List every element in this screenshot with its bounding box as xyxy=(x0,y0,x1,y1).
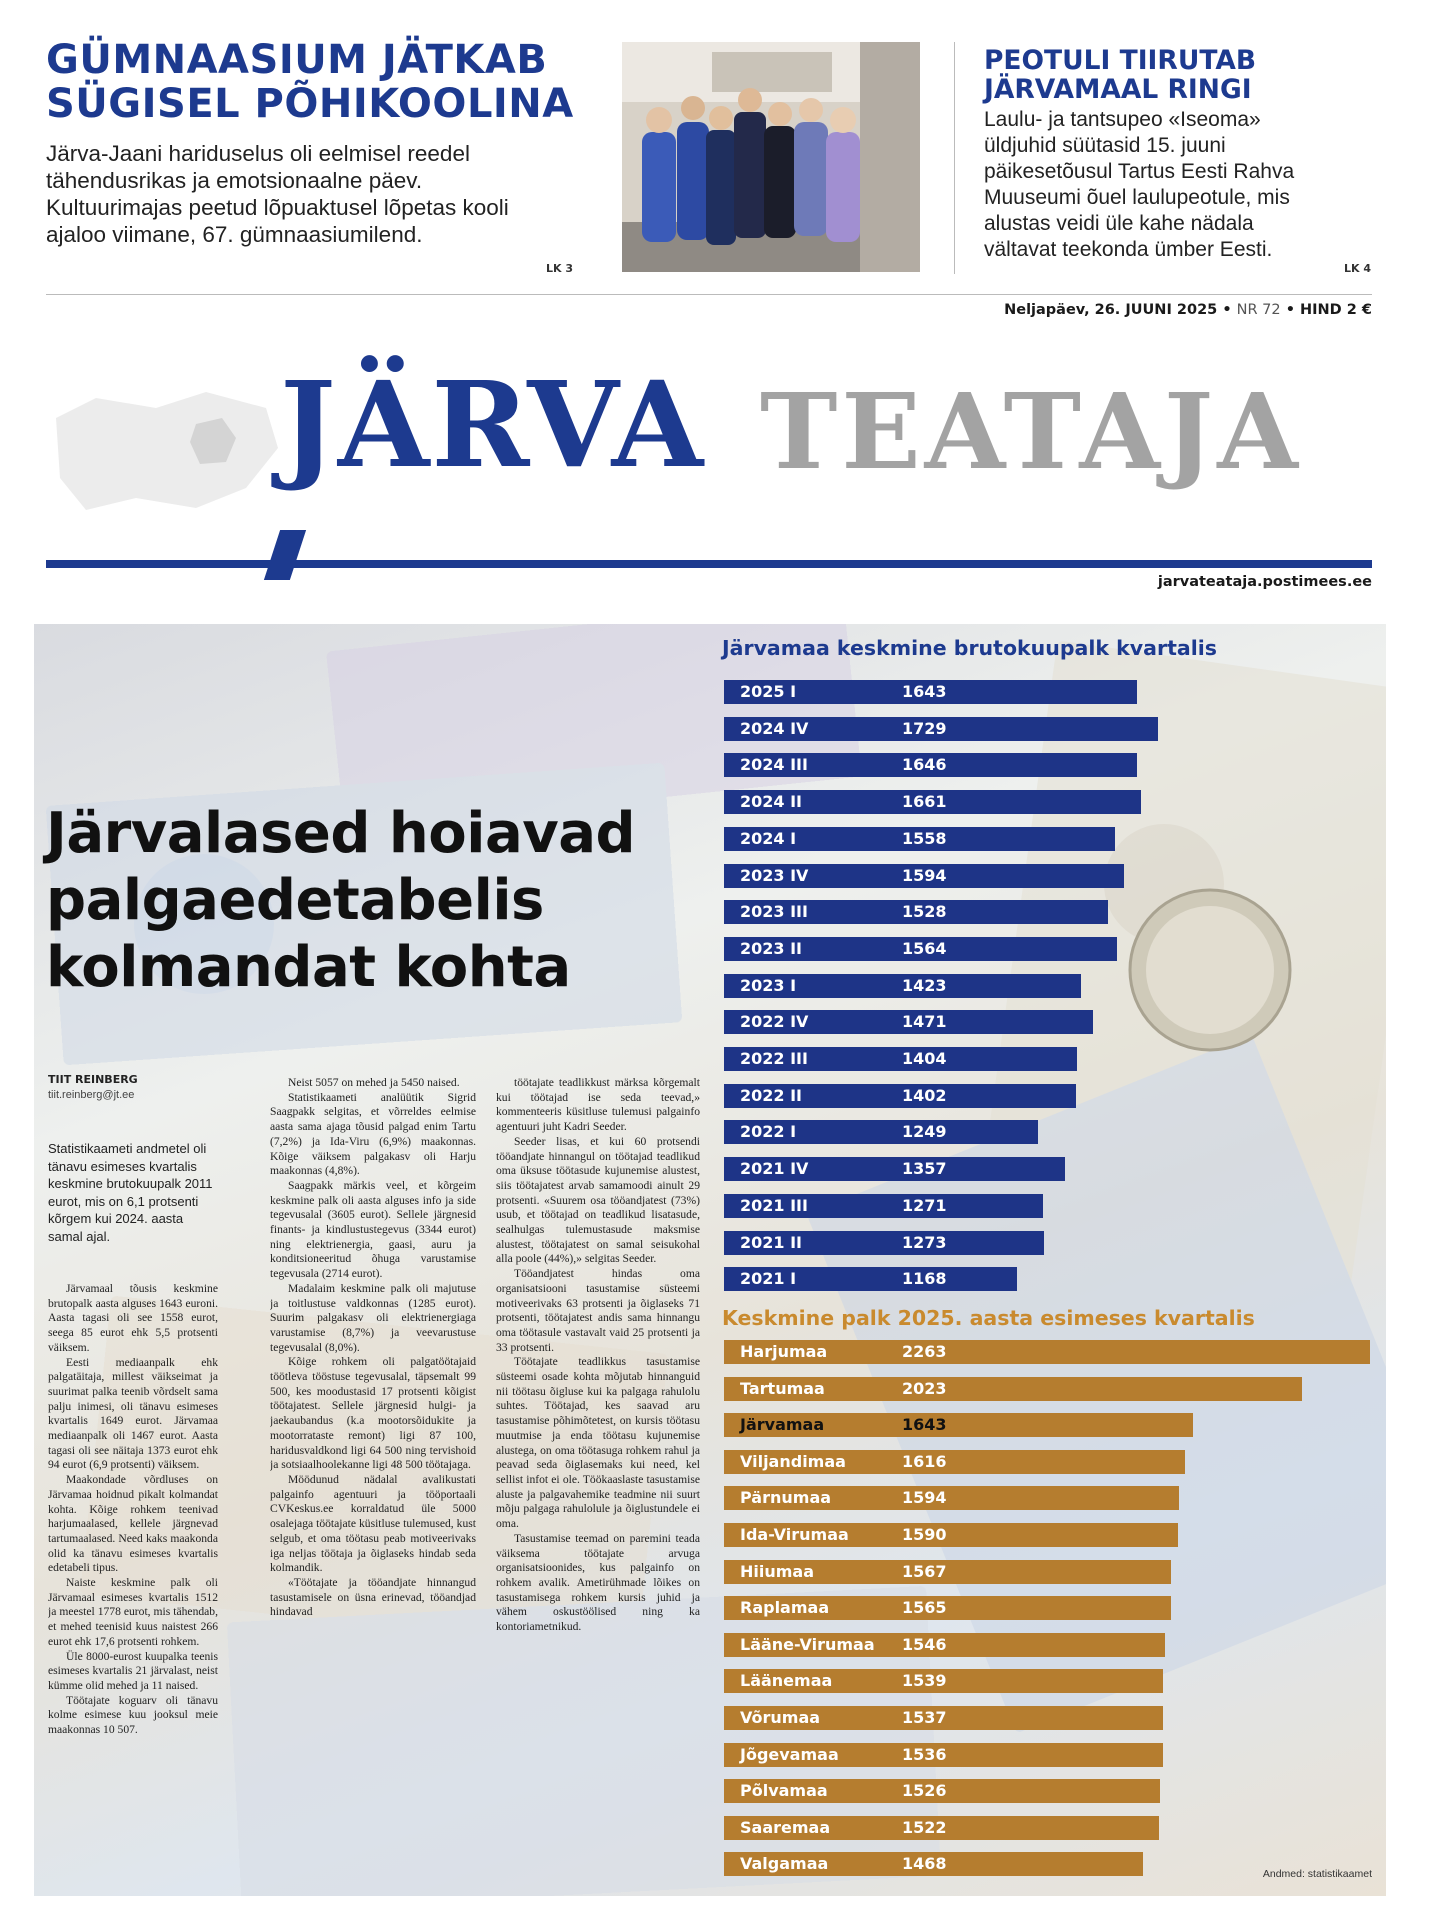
chart-bar-label: 2024 IV xyxy=(740,718,809,738)
masthead-teataja[interactable]: TEATAJA xyxy=(760,370,1302,493)
chart-source: Andmed: statistikaamet xyxy=(1262,1868,1372,1880)
article-paragraph: Naiste keskmine palk oli Järvamaal esimeses kvartalis 1512 ja meestel 1778 eurot, mis tähendab, et mehed teenisid kuus naistest 266 eurot ehk 17,6 protsenti rohkem. xyxy=(48,1576,218,1648)
chart-bar xyxy=(724,1267,1017,1291)
chart-bar xyxy=(724,1633,1165,1657)
chart-bar-value: 2263 xyxy=(902,1342,947,1361)
chart-bar-label: 2022 II xyxy=(740,1085,803,1105)
dateline xyxy=(1004,302,1372,318)
chart-bar-label: 2023 III xyxy=(740,902,808,922)
chart-bar xyxy=(724,1120,1038,1144)
masthead-jarva[interactable]: JÄRVA xyxy=(280,355,706,494)
chart-bar-value: 1468 xyxy=(902,1854,947,1874)
teaser-left-headline[interactable] xyxy=(46,37,574,127)
chart-bar-label: Raplamaa xyxy=(740,1598,830,1618)
teaser-right-body-line: päikesetõusul Tartus Eesti Rahva xyxy=(984,160,1295,183)
teaser-right-body xyxy=(984,107,1384,263)
teaser-left-page-ref[interactable]: LK 3 xyxy=(546,262,574,275)
chart-bar-value: 1271 xyxy=(902,1195,947,1215)
chart-bar-value: 1402 xyxy=(902,1085,947,1105)
article-headline-line: Järvalased hoiavad xyxy=(46,801,636,866)
separator: • xyxy=(1285,302,1301,318)
chart-bar-value: 1526 xyxy=(902,1781,947,1801)
masthead-rule xyxy=(46,560,1372,568)
chart-bar-value: 1661 xyxy=(902,792,947,812)
chart-bar xyxy=(724,680,1137,704)
chart-bar xyxy=(724,1231,1044,1255)
masthead-j-descender xyxy=(264,530,306,580)
article-paragraph: Kõige rohkem oli palgatöötajaid töötleva tööstuse tegevusalal, täpsemalt 99 500, kes moodustasid 17 protsenti kõigist töötajatest. Sellele järgnesid hulgi- ja jaekaubandus (k.a mootorsõidukite ja mootorrataste remont) ligi 87 100, haridusvaldkond ligi 64 500 ning tervishoid ja sotsiaalhoolekanne ligi 48 500 töötajaga. xyxy=(270,1355,476,1472)
issue-price: HIND 2 € xyxy=(1300,302,1372,318)
chart-bar-label: 2024 II xyxy=(740,792,803,812)
site-url[interactable]: jarvateataja.postimees.ee xyxy=(1157,574,1372,590)
chart-bar xyxy=(724,1340,1370,1364)
chart-bar-value: 1594 xyxy=(902,1488,947,1508)
chart-bar-label: 2024 III xyxy=(740,755,808,775)
chart-bar-label: 2021 IV xyxy=(740,1159,809,1179)
teaser-left-body-line: tähendusrikas ja emotsionaalne päev. xyxy=(46,168,423,193)
article-paragraph: töötajate teadlikkust märksa kõrgemalt kui töötajad ise seda teevad,» kommenteeris küsitluse tulemusi palgainfo agentuuri juht Kadri Seeder. xyxy=(496,1076,700,1134)
teaser-left-body xyxy=(46,140,566,248)
teaser-right-headline[interactable] xyxy=(984,46,1384,104)
chart-bar-value: 1594 xyxy=(902,865,947,885)
teaser-left-body-line: ajaloo viimane, 67. gümnaasiumilend. xyxy=(46,222,423,247)
chart-bar-value: 1528 xyxy=(902,902,947,922)
chart-bar-value: 1471 xyxy=(902,1012,947,1032)
article-column-3 xyxy=(496,1076,700,1840)
chart-bar xyxy=(724,900,1108,924)
teaser-right-headline-line: PEOTULI TIIRUTAB xyxy=(984,45,1257,76)
teaser-right-body-line: Muuseumi õuel laulupeotule, mis xyxy=(984,186,1290,209)
teaser-right-body-line: vältavat teekonda ümber Eesti. xyxy=(984,238,1273,261)
chart-bar-value: 1423 xyxy=(902,975,947,995)
chart-quarterly-title: Järvamaa keskmine brutokuupalk kvartalis xyxy=(722,636,1217,660)
article-paragraph: Töötajate koguarv oli tänavu kolme esimese kuu jooksul meie maakonnas 10 507. xyxy=(48,1693,218,1737)
article-paragraph: Saagpakk märkis veel, et kõrgeim keskmine palk oli aasta alguses info ja side tegevusalal (3605 eurot). Sellele järgnesid finants- ja kindlustustegevus (3344 eurot) ning elektrienergia, gaasi, auru ja konditsioneeritud õhuga varustamise tegevusala (2714 eurot). xyxy=(270,1178,476,1281)
chart-bar-label: 2021 I xyxy=(740,1269,797,1289)
chart-bar-label: Järvamaa xyxy=(740,1415,825,1435)
chart-bar-value: 1357 xyxy=(902,1159,947,1179)
chart-bar-label: Läänemaa xyxy=(740,1671,833,1691)
chart-bar xyxy=(724,1047,1077,1071)
article-paragraph: Madalaim keskmine palk oli majutuse ja toitlustuse valdkonnas (1285 eurot). Suurim palgakasv oli elektrienergiaga varustamise (8,7%) ja veevarustuse tegevusalal (8,0%). xyxy=(270,1281,476,1354)
chart-bar xyxy=(724,1852,1143,1876)
teaser-left-body-line: Kultuurimajas peetud lõpuaktusel lõpetas kooli xyxy=(46,195,509,220)
article-lede: Statistikaameti andmetel oli tänavu esimeses kvartalis keskmine brutokuupalk 2011 eurot, mis on 6,1 protsenti kõrgem kui 2024. aasta samal ajal. xyxy=(48,1141,213,1244)
article-headline[interactable] xyxy=(46,800,726,1001)
teaser-right-page-ref[interactable]: LK 4 xyxy=(1344,262,1372,275)
article-headline-line: kolmandat kohta xyxy=(46,935,571,1000)
chart-bar-value: 1646 xyxy=(902,755,947,775)
teaser-right-body-line: üldjuhid süütasid 15. juuni xyxy=(984,134,1226,157)
chart-bar xyxy=(724,1157,1065,1181)
article-paragraph: «Töötajate ja tööandjate hinnangud tasustamisele on üsna erinevad, tööandjad hindavad xyxy=(270,1575,476,1619)
chart-bar-value: 1404 xyxy=(902,1049,947,1068)
chart-bar-value: 1249 xyxy=(902,1122,947,1142)
article-column-2 xyxy=(270,1076,476,1838)
article-paragraph: Seeder lisas, et kui 60 protsendi tööandjate hinnangul on töötajad teadlikud oma üksuse töötasude kujunemise alustest, siis töötajatest arvab samamoodi ainult 29 protsenti. «Suurem osa tööandjatest (73%) usub, et töötajad on teadlikud lisatasude, sealhulgas tulemustasude maksmise alustest, töötajatest on samal seisukohal alla poole (44%),» selgitas Seeder. xyxy=(496,1134,700,1266)
chart-bar xyxy=(724,1194,1043,1218)
chart-bar-label: Pärnumaa xyxy=(740,1488,832,1508)
article-paragraph: Tööandjatest hindas oma organisatsiooni tasustamise süsteemi motiveerivaks 63 protsenti ja õiglaseks 71 protsenti, töötajatest andis sama hinnangu oma töötasule vastavalt vaid 25 protsenti ja 33 protsenti. xyxy=(496,1267,700,1354)
chart-bar xyxy=(724,1743,1163,1767)
header-rule xyxy=(46,294,1372,295)
chart-bar-label: Viljandimaa xyxy=(740,1451,846,1471)
chart-bar-value: 1537 xyxy=(902,1708,947,1727)
chart-bar xyxy=(724,974,1081,998)
chart-bar-label: 2022 III xyxy=(740,1049,808,1068)
chart-bar-label: 2021 II xyxy=(740,1232,803,1252)
chart-bar-value: 1546 xyxy=(902,1634,947,1654)
chart-bar xyxy=(724,827,1115,851)
chart-bar xyxy=(724,753,1137,777)
issue-date: Neljapäev, 26. JUUNI 2025 xyxy=(1004,302,1218,318)
chart-bar xyxy=(724,1596,1171,1620)
article-column-1 xyxy=(48,1282,218,1842)
chart-bar xyxy=(724,1450,1185,1474)
article-paragraph: Tasustamise teemad on paremini teada väiksema töötajate arvuga organisatsioonides, kus palgainfo on rohkem avalik. Ametirühmade lõikes on tasustamisega rohkem kursis juhid ja vähem oskustöölised ning ka kontoriametnikud. xyxy=(496,1531,700,1634)
article-paragraph: Töötajate teadlikkus tasustamise süsteemi osade kohta mõjutab hinnanguid nii töötasu õigluse kui ka palgaga rahulolu suhtes. Töötajad, kes saavad aru tasustamise põhimõtetest, on kursis töötasu muutmise ja enda töötasu kujunemise alustega, on oma töötasuga rohkem rahul ja peavad seda õiglasemaks kui need, kel sellist infot ei ole. Töökaaslaste tasustamise aluste ja palgavahemike teadmine nii suurt mõju palgaga rahulolule ja õiglustundele ei oma. xyxy=(496,1355,700,1531)
chart-bar-label: 2023 I xyxy=(740,975,797,995)
chart-bar-label: Jõgevamaa xyxy=(740,1744,839,1764)
article-paragraph: Möödunud nädalal avalikustati palgainfo agentuuri ja tööportaali CVKeskus.ee korraldatud üle 5000 osalejaga töötajate küsitluse tulemused, kust selgub, et oma töötasu peab motiveerivaks iga neljas töötaja ja õiglaseks hindab seda kolmandik. xyxy=(270,1472,476,1575)
chart-bar-label: 2021 III xyxy=(740,1195,808,1215)
chart-bar-value: 1558 xyxy=(902,828,947,848)
chart-bar-label: 2023 IV xyxy=(740,865,809,885)
teaser-right-body-line: Laulu- ja tantsupeo «Iseoma» xyxy=(984,108,1261,131)
chart-bar-value: 1564 xyxy=(902,938,947,958)
chart-bar xyxy=(724,864,1124,888)
article-headline-line: palgaedetabelis xyxy=(46,868,544,933)
chart-bar-label: 2023 II xyxy=(740,938,803,958)
chart-bar-value: 1729 xyxy=(902,718,947,738)
chart-bar-label: Hiiumaa xyxy=(740,1561,815,1581)
chart-bar-value: 1565 xyxy=(902,1598,947,1618)
chart-bar xyxy=(724,1010,1093,1034)
separator: • xyxy=(1222,302,1237,318)
chart-bar-value: 1536 xyxy=(902,1744,947,1764)
chart-bar-label: Saaremaa xyxy=(740,1817,831,1837)
chart-bar xyxy=(724,1523,1178,1547)
chart-bar xyxy=(724,937,1117,961)
chart-bar xyxy=(724,1560,1171,1584)
chart-bar-label: 2022 IV xyxy=(740,1012,809,1032)
chart-bar-value: 2023 xyxy=(902,1378,947,1398)
chart-bar xyxy=(724,1816,1159,1840)
chart-bar xyxy=(724,1669,1163,1693)
chart-bar xyxy=(724,1779,1160,1803)
chart-county-title: Keskmine palk 2025. aasta esimeses kvartalis xyxy=(722,1306,1255,1330)
chart-bar-value: 1522 xyxy=(902,1817,947,1837)
chart-bar-value: 1539 xyxy=(902,1671,947,1691)
chart-bar-label: Harjumaa xyxy=(740,1342,828,1361)
author-email[interactable]: tiit.reinberg@jt.ee xyxy=(48,1089,135,1101)
chart-bar-value: 1273 xyxy=(902,1232,947,1252)
chart-bar-label: Põlvamaa xyxy=(740,1781,828,1801)
teaser-left-headline-line: GÜMNAASIUM JÄTKAB xyxy=(46,37,548,83)
teaser-divider xyxy=(954,42,955,274)
article-paragraph: Järvamaal tõusis keskmine brutopalk aasta alguses 1643 euroni. Aasta tagasi oli see 1558 eurot, seega 85 eurot ehk 5,5 protsenti väiksem. xyxy=(48,1282,218,1354)
chart-bar xyxy=(724,717,1158,741)
teaser-right-headline-line: JÄRVAMAAL RINGI xyxy=(984,74,1252,105)
article-paragraph: Statistikaameti analüütik Sigrid Saagpakk selgitas, et võrreldes eelmise aasta sama ajaga tõusid palgad enim Tartu (7,2%) ja Ida-Viru (6,9%) maakonnas. Kõige väiksem palgakasv oli Harju maakonnas (4,8%). xyxy=(270,1090,476,1178)
article-paragraph: Neist 5057 on mehed ja 5450 naised. xyxy=(288,1076,460,1089)
estonia-map-watermark xyxy=(46,378,286,528)
chart-bar-label: Võrumaa xyxy=(740,1708,821,1727)
article-paragraph: Üle 8000-eurost kuupalka teenis esimeses kvartalis 21 järvalast, neist kümme olid mehed ja 11 naised. xyxy=(48,1649,218,1692)
teaser-left-body-line: Järva-Jaani hariduselus oli eelmisel reedel xyxy=(46,141,470,166)
issue-number: NR 72 xyxy=(1236,302,1281,318)
graduation-photo-image xyxy=(622,42,920,272)
chart-bar-value: 1567 xyxy=(902,1561,947,1581)
teaser-left-headline-line: SÜGISEL PÕHIKOOLINA xyxy=(46,81,574,127)
chart-bar-value: 1643 xyxy=(902,682,947,701)
author-byline: TIIT REINBERG xyxy=(48,1073,138,1086)
chart-bar-label: Tartumaa xyxy=(740,1378,825,1398)
chart-bar-value: 1590 xyxy=(902,1525,947,1544)
chart-bar-label: Lääne-Virumaa xyxy=(740,1634,875,1654)
article-paragraph: Maakondade võrdluses on Järvamaa hoidnud pikalt kolmandat kohta. Kõige rohkem teenivad harjumaalased, kellele järgnevad tartumaalased. Need kaks maakonda olid ka tänavu esimeses kvartalis edetabeli tipus. xyxy=(48,1473,218,1575)
graduation-photo xyxy=(622,42,920,272)
article-paragraph: Eesti mediaanpalk ehk palgatäitaja, millest väikseimat ja suurimat palka teenib võrdselt sama palju inimesi, oli tänavu esimeses kvartalis 1649 eurot. Järvamaa mediaanpalk oli 1467 eurot. Aasta tagasi oli see näitaja 1373 eurot ehk 94 eurot (6,9 protsenti) väiksem. xyxy=(48,1355,218,1472)
chart-bar xyxy=(724,1486,1179,1510)
chart-bar-label: Ida-Virumaa xyxy=(740,1525,849,1544)
chart-bar xyxy=(724,1413,1193,1437)
chart-bar-value: 1616 xyxy=(902,1451,947,1471)
chart-bar xyxy=(724,1377,1302,1401)
chart-bar-label: 2024 I xyxy=(740,828,797,848)
chart-bar-value: 1168 xyxy=(902,1269,947,1289)
chart-bar xyxy=(724,790,1141,814)
chart-bar-label: Valgamaa xyxy=(740,1854,829,1874)
chart-bar-value: 1643 xyxy=(902,1415,947,1435)
chart-bar-label: 2022 I xyxy=(740,1122,797,1142)
chart-bar-label: 2025 I xyxy=(740,682,797,701)
chart-bar xyxy=(724,1084,1076,1108)
teaser-right-body-line: alustas veidi üle kahe nädala xyxy=(984,212,1254,235)
euro-coin xyxy=(1130,890,1290,1050)
chart-bar xyxy=(724,1706,1163,1730)
